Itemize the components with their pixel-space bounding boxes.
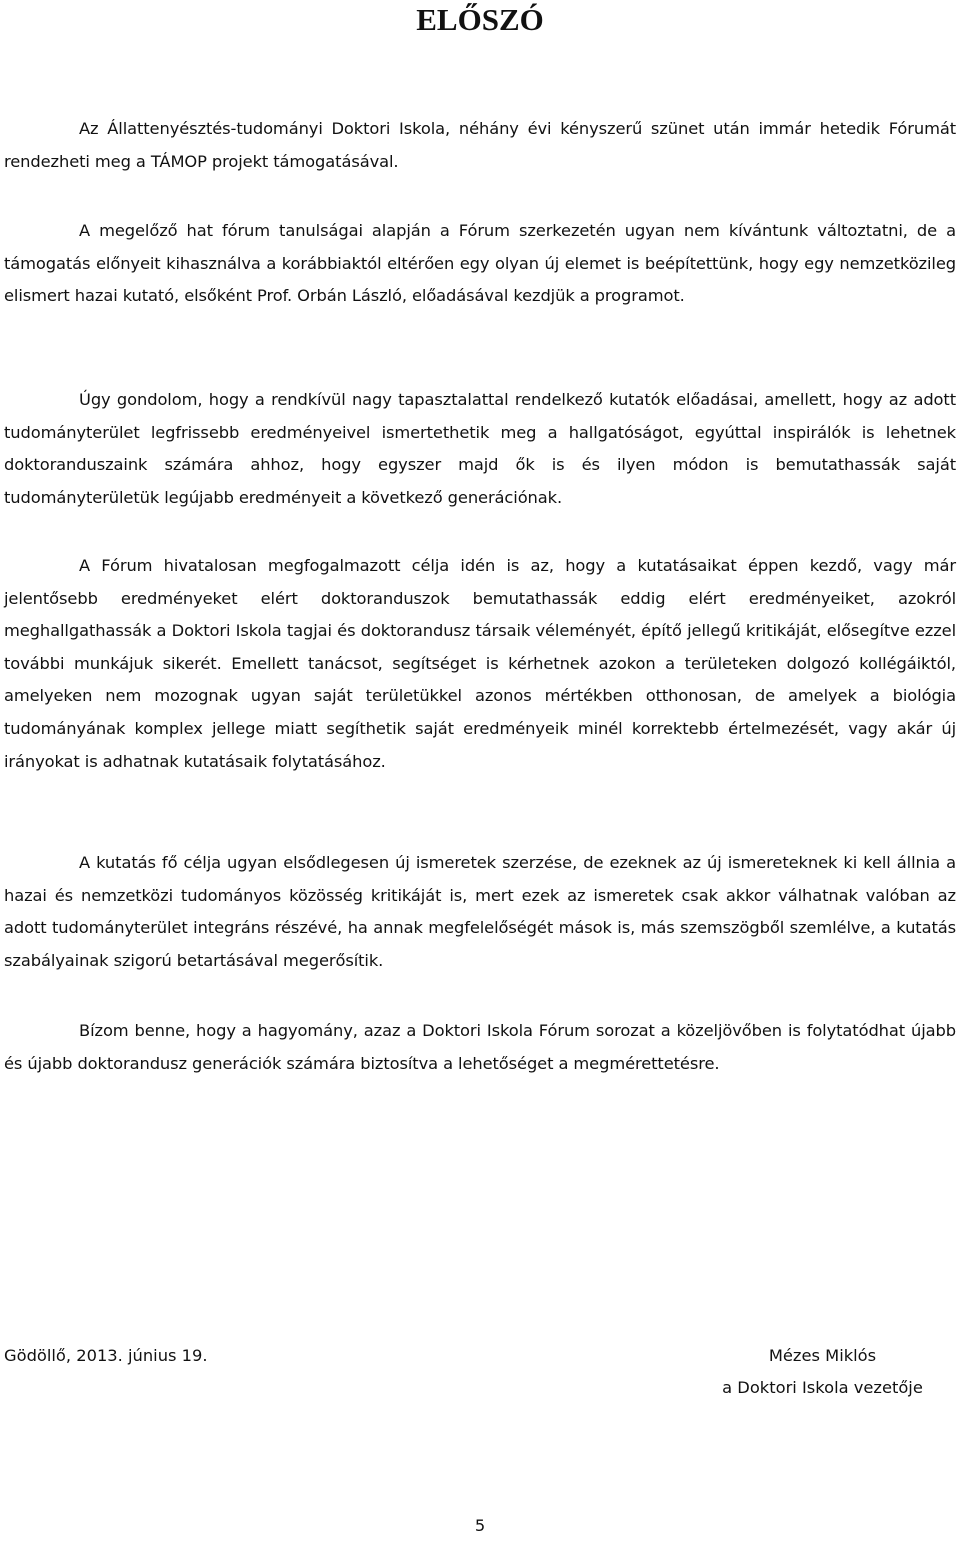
paragraph-1: Az Állattenyésztés-tudományi Doktori Iskola, néhány évi kényszerű szünet után immár hetedik Fórumát rendezheti meg a TÁMOP projekt támogatásával.: [4, 119, 956, 171]
paragraph-4: A Fórum hivatalosan megfogalmazott célja idén is az, hogy a kutatásaikat éppen kezdő, vagy már jelentősebb eredményeket elért doktoranduszok bemutathassák eddig elért eredményeiket, azokról meghallgathassák a Doktori Iskola tagjai és doktorandusz társaik véleményét, építő jellegű kritikáját, elősegítve ezzel további munkájuk sikerét. Emellett tanácsot, segítséget is kérhetnek azokon a területeken dolgozó kollégáiktól, amelyeken nem mozognak ugyan saját területükkel azonos mértékben otthonosan, de amelyek a biológia tudományának komplex jellege miatt segíthetik saját eredményeik minél korrektebb értelmezését, vagy akár új irányokat is adhatnak kutatásaik folytatásához.: [4, 556, 956, 771]
signature-name: Mézes Miklós: [768, 1346, 877, 1365]
signature-block: [700, 1340, 945, 1404]
page-title: ELŐSZÓ: [416, 2, 544, 37]
page-number: 5: [474, 1516, 486, 1535]
signature-role: a Doktori Iskola vezetője: [722, 1378, 923, 1397]
place-date: Gödöllő, 2013. június 19.: [4, 1346, 208, 1365]
paragraph-3: Úgy gondolom, hogy a rendkívül nagy tapasztalattal rendelkező kutatók előadásai, amellett, hogy az adott tudományterület legfrissebb eredményeivel ismertethetik meg a hallgatóságot, egyúttal inspirálók is lehetnek doktoranduszaink számára ahhoz, hogy egyszer majd ők is és ilyen módon is bemutathassák saját tudományterületük legújabb eredményeit a következő generációnak.: [4, 390, 956, 507]
paragraph-6: Bízom benne, hogy a hagyomány, azaz a Doktori Iskola Fórum sorozat a közeljövőben is folytatódhat újabb és újabb doktorandusz generációk számára biztosítva a lehetőséget a megmérettetésre.: [4, 1021, 956, 1073]
paragraph-2: A megelőző hat fórum tanulságai alapján a Fórum szerkezetén ugyan nem kívántunk változtatni, de a támogatás előnyeit kihasználva a korábbiaktól eltérően egy olyan új elemet is beépítettünk, hogy egy nemzetközileg elismert hazai kutató, elsőként Prof. Orbán László, előadásával kezdjük a programot.: [4, 221, 956, 306]
paragraph-5: A kutatás fő célja ugyan elsődlegesen új ismeretek szerzése, de ezeknek az új ismereteknek ki kell állnia a hazai és nemzetközi tudományos közösség kritikáját is, mert ezek az ismeretek csak akkor válhatnak valóban az adott tudományterület integráns részévé, ha annak megfelelőségét mások is, más szemszögből szemlélve, a kutatás szabályainak szigorú betartásával megerősítik.: [4, 853, 956, 970]
